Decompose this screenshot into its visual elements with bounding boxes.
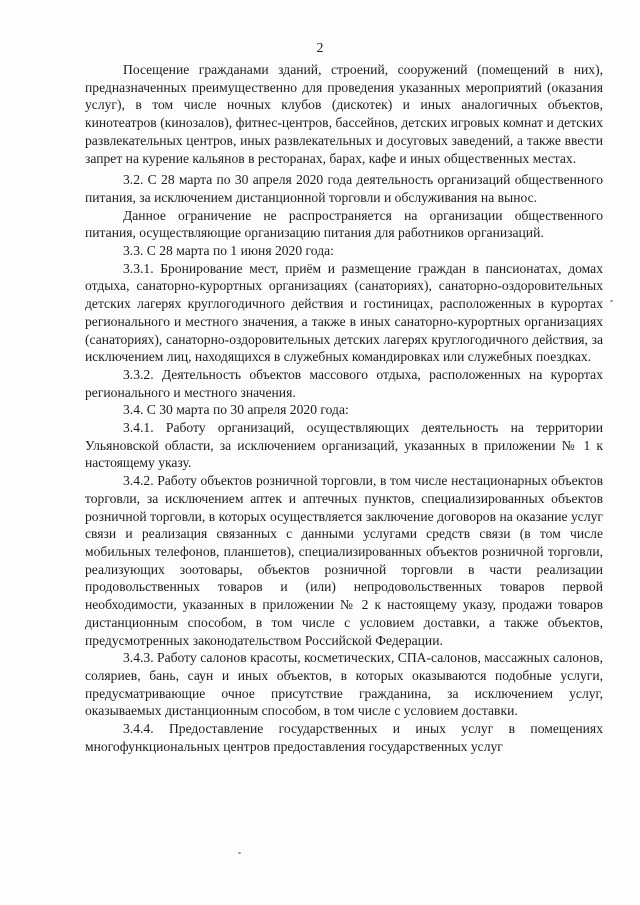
paragraph-3-4-2: 3.4.2. Работу объектов розничной торговли, в том числе нестационарных объектов торговли, за исключением аптек и аптечных пунктов, специализированных объектов розничной торговли, в которых осуществляется заключение договоров на оказание услуг связи и реализация связанных с данными услугами средств связи (в том числе мобильных телефонов, планшетов), специализированных объектов розничной торговли, реализующих зоотовары, объектов розничной торговли в части реализации продовольственных товаров и (или) непродовольственных товаров первой необходимости, указанных в приложении № 2 к настоящему указу, продажи товаров дистанционным способом, в том числе с условием доставки, а также объектов, предусмотренных законодательством Российской Федерации. [85, 473, 603, 648]
paragraph-3-4: 3.4. С 30 марта по 30 апреля 2020 года: [123, 402, 349, 418]
paragraph-3-4-3: 3.4.3. Работу салонов красоты, косметических, СПА-салонов, массажных салонов, соляриев, бань, саун и иных объектов, в которых оказываются подобные услуги, предусматривающие очное присутствие гражданина, за исключением услуг, оказываемых дистанционным способом, в том числе с условием доставки. [85, 650, 603, 719]
paragraph-3-2-exception: Данное ограничение не распространяется на организации общественного питания, осуществляющие организацию питания для работников организаций. [85, 207, 603, 241]
scan-speck [238, 852, 241, 854]
paragraph-3-3: 3.3. С 28 марта по 1 июня 2020 года: [123, 243, 334, 259]
paragraph-3-4-4: 3.4.4. Предоставление государственных и иных услуг в помещениях многофункциональных центров предоставления государственных услуг [85, 721, 603, 754]
page-number: 2 [316, 41, 324, 56]
paragraph-3-3-1: 3.3.1. Бронирование мест, приём и размещение граждан в пансионатах, домах отдыха, санаторно-курортных организациях (санаториях), санаторно-оздоровительных детских лагерях круглогодичного действия и гостиницах, расположенных в курортах регионального и местного значения, а также в иных санаторно-курортных организациях (санаториях), санаторно-оздоровительных детских лагерях круглогодичного действия, за исключением лиц, находящихся в служебных командировках или служебных поездках. [85, 260, 603, 365]
paragraph-3-4-1: 3.4.1. Работу организаций, осуществляющих деятельность на территории Ульяновской области, за исключением организаций, указанных в приложении № 1 к настоящему указу. [85, 420, 603, 471]
paragraph-3-3-2: 3.3.2. Деятельность объектов массового отдыха, расположенных на курортах регионального и местного значения. [85, 366, 603, 400]
paragraph-3-2: 3.2. С 28 марта по 30 апреля 2020 года деятельность организаций общественного питания, за исключением дистанционной торговли и обслуживания на вынос. [85, 172, 603, 205]
paragraph-visiting-restriction: Посещение гражданами зданий, строений, сооружений (помещений в них), предназначенных преимущественно для проведения указанных мероприятий (оказания услуг), в том числе ночных клубов (дискотек) и иных аналогичных объектов, кинотеатров (кинозалов), фитнес-центров, бассейнов, детских игровых комнат и детских развлекательных центров, иных развлекательных и досуговых заведений, а также ввести запрет на курение кальянов в ресторанах, барах, кафе и иных общественных местах. [85, 62, 603, 166]
scan-speck [610, 300, 613, 302]
document-body [85, 61, 603, 755]
